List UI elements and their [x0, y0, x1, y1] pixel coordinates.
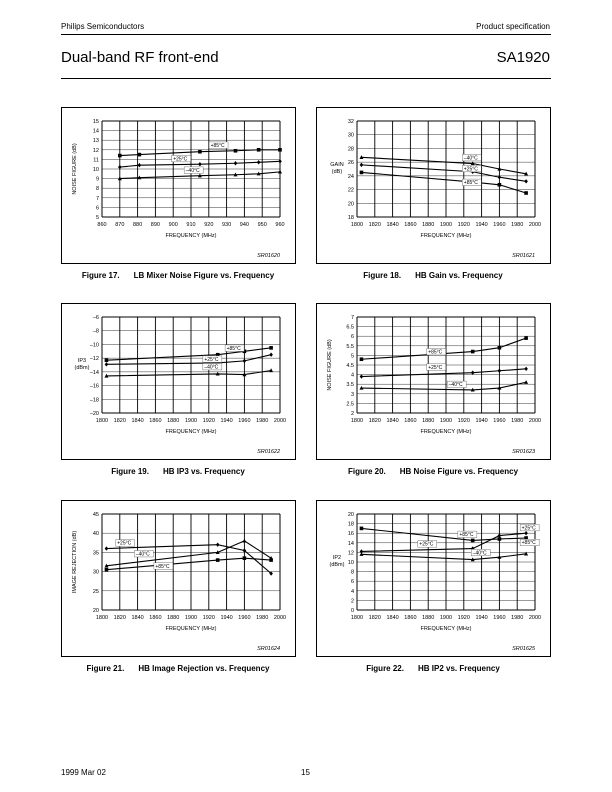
x-tick-label: 860 [97, 222, 107, 228]
figure-code: SR01624 [257, 646, 280, 652]
chart-hb-noise-figure [317, 304, 552, 461]
figure-18-frame [316, 107, 551, 264]
y-tick-label: 4.5 [346, 363, 354, 369]
y-tick-label: 18 [347, 521, 354, 528]
x-tick-label: 1880 [422, 222, 435, 228]
data-point [471, 350, 475, 354]
y-axis-label: IP3 [77, 358, 87, 364]
figure-code: SR01623 [512, 449, 535, 455]
x-axis-label: FREQUENCY (MHz) [420, 626, 472, 632]
y-tick-label: 20 [347, 512, 354, 518]
y-tick-label: 6 [95, 205, 99, 212]
figure-22-frame [316, 500, 551, 657]
data-point [498, 183, 502, 187]
data-point [138, 153, 142, 157]
figure-22-caption [313, 664, 553, 673]
chart-hb-ip3 [62, 304, 297, 461]
series-annotation: –40°C [463, 155, 478, 162]
y-axis-label: NOISE FIGURE (dB) [327, 339, 333, 391]
x-tick-label: 2000 [273, 418, 287, 424]
y-tick-label: 22 [347, 187, 354, 194]
x-tick-label: 1820 [368, 418, 381, 424]
y-tick-label: 45 [92, 512, 99, 518]
x-tick-label: 890 [150, 222, 160, 228]
x-tick-label: 1960 [493, 615, 506, 621]
series-annotation: +85°C [210, 142, 225, 149]
chart-hb-ip2 [317, 501, 552, 658]
x-tick-label: 900 [168, 222, 178, 228]
chart-hb-gain [317, 108, 552, 265]
series-line [361, 533, 526, 551]
data-point [524, 367, 528, 371]
data-point [498, 369, 502, 373]
y-tick-label: 35 [92, 550, 99, 557]
series-line [361, 528, 526, 540]
y-tick-label: 12 [347, 550, 354, 557]
x-tick-label: 1920 [202, 418, 215, 424]
data-point [242, 539, 246, 543]
x-tick-label: 2000 [528, 418, 542, 424]
x-tick-label: 1800 [350, 222, 364, 228]
y-tick-label: 4 [350, 588, 354, 595]
data-point [360, 357, 364, 361]
series-annotation: +25°C [419, 541, 434, 548]
footer-page-number: 15 [301, 768, 310, 777]
x-tick-label: 1920 [457, 418, 470, 424]
figure-22-title: HB IP2 vs. Frequency [417, 664, 500, 673]
y-tick-label: 12 [92, 147, 99, 154]
figure-19-number: Figure 19. [111, 467, 149, 476]
y-tick-label: 2 [350, 411, 354, 417]
y-tick-label: 18 [347, 215, 354, 221]
series-annotation: +85°C [226, 345, 241, 352]
data-point [105, 362, 109, 366]
series-line [106, 345, 271, 360]
x-tick-label: 880 [133, 222, 143, 228]
data-point [360, 527, 364, 531]
x-tick-label: 1940 [475, 222, 488, 228]
x-tick-label: 1960 [238, 615, 251, 621]
series-annotation: +25°C [173, 156, 188, 163]
x-tick-label: 1840 [386, 418, 399, 424]
figure-18-title: HB Gain vs. Frequency [415, 271, 503, 280]
x-tick-label: 1900 [184, 615, 198, 621]
x-axis-label: FREQUENCY (MHz) [420, 233, 472, 239]
series-annotation: +85°C [428, 349, 443, 356]
footer-date: 1999 Mar 02 [61, 768, 106, 777]
header-rule-bottom [61, 78, 551, 79]
y-axis-label: NOISE FIGURE (dB) [72, 143, 78, 195]
y-tick-label: 7 [95, 195, 99, 202]
x-tick-label: 950 [257, 222, 267, 228]
series-annotation: +85°C [463, 180, 478, 187]
x-axis-label: FREQUENCY (MHz) [165, 429, 217, 435]
y-tick-label: –18 [89, 397, 99, 404]
series-line [106, 558, 271, 570]
y-tick-label: 6 [350, 579, 354, 586]
series-annotation: +85°C [521, 540, 536, 547]
data-point [198, 162, 202, 166]
series-line [106, 370, 271, 375]
y-tick-label: 2 [350, 598, 354, 605]
data-point [269, 353, 273, 357]
series-line [361, 165, 526, 181]
x-tick-label: 1840 [386, 222, 399, 228]
figure-19-title: HB IP3 vs. Frequency [162, 467, 245, 476]
x-tick-label: 1920 [457, 222, 470, 228]
figure-code: SR01620 [257, 253, 280, 259]
y-tick-label: –16 [89, 383, 99, 390]
data-point [524, 336, 528, 340]
page-title: Dual-band RF front-end [61, 49, 219, 66]
y-tick-label: –20 [89, 411, 99, 417]
x-tick-label: 930 [222, 222, 232, 228]
data-point [278, 148, 282, 152]
y-tick-label: 9 [95, 176, 99, 183]
x-tick-label: 1900 [439, 418, 453, 424]
data-point [360, 163, 364, 167]
y-axis-label: GAIN [330, 162, 344, 168]
y-tick-label: 30 [92, 569, 99, 576]
x-tick-label: 1820 [368, 222, 381, 228]
header-rule-top [61, 34, 551, 35]
figure-code: SR01622 [257, 449, 280, 455]
data-point [524, 531, 528, 535]
x-tick-label: 2000 [528, 615, 542, 621]
data-point [471, 539, 475, 543]
x-tick-label: 1880 [422, 418, 435, 424]
y-tick-label: 20 [347, 201, 354, 208]
x-tick-label: 920 [204, 222, 214, 228]
series-line [361, 382, 526, 390]
data-point [234, 149, 238, 153]
data-point [498, 533, 502, 537]
x-tick-label: 1860 [149, 418, 162, 424]
figure-20-number: Figure 20. [347, 467, 386, 476]
y-tick-label: 10 [92, 167, 99, 173]
part-number: SA1920 [496, 49, 550, 66]
series-annotation: +25°C [428, 364, 443, 371]
y-tick-label: –6 [92, 315, 99, 321]
figure-18-caption [313, 271, 553, 280]
series-annotation: –40°C [185, 167, 200, 174]
figure-code: SR01625 [512, 646, 535, 652]
data-point [118, 165, 122, 169]
x-tick-label: 910 [186, 222, 196, 228]
x-tick-label: 1980 [511, 418, 524, 424]
y-tick-label: 20 [92, 608, 99, 614]
x-tick-label: 1860 [149, 615, 162, 621]
data-point [269, 346, 273, 350]
series-annotation: +25°C [521, 525, 536, 532]
y-tick-label: 3.5 [346, 382, 354, 389]
y-tick-label: 26 [347, 160, 354, 167]
series-line [361, 172, 526, 193]
figure-19-frame [61, 303, 296, 460]
y-tick-label: –12 [89, 356, 99, 363]
figure-code: SR01621 [512, 253, 535, 259]
series-line [361, 554, 526, 560]
x-tick-label: 1940 [220, 615, 233, 621]
figure-17-title: LB Mixer Noise Figure vs. Frequency [133, 271, 275, 280]
x-axis-label: FREQUENCY (MHz) [420, 429, 472, 435]
x-tick-label: 1860 [404, 418, 417, 424]
data-point [524, 380, 528, 384]
data-point [234, 161, 238, 165]
x-tick-label: 1880 [167, 418, 180, 424]
figure-19-caption [58, 467, 298, 476]
data-point [216, 558, 220, 562]
x-tick-label: 1820 [113, 418, 126, 424]
x-tick-label: 1980 [256, 418, 269, 424]
figure-20-frame [316, 303, 551, 460]
data-point [524, 191, 528, 195]
figure-22-number: Figure 22. [366, 664, 404, 673]
figure-21-frame [61, 500, 296, 657]
figure-17-number: Figure 17. [81, 271, 120, 280]
x-tick-label: 870 [115, 222, 125, 228]
x-axis-label: FREQUENCY (MHz) [165, 233, 217, 239]
figure-17-caption [58, 271, 298, 280]
y-tick-label: 11 [93, 157, 99, 164]
y-axis-label: IP2 [332, 555, 342, 561]
y-tick-label: 8 [95, 186, 99, 193]
data-point [243, 359, 247, 363]
series-annotation: +25°C [117, 540, 132, 547]
x-tick-label: 940 [239, 222, 249, 228]
y-axis-label: (dBm) [74, 365, 90, 371]
y-tick-label: –10 [89, 342, 99, 349]
y-tick-label: 6.5 [346, 324, 354, 331]
series-annotation: +85°C [155, 563, 170, 570]
y-tick-label: 10 [347, 560, 354, 566]
y-tick-label: 25 [92, 588, 99, 595]
data-point [360, 171, 364, 175]
figure-20-caption [313, 467, 553, 476]
x-tick-label: 1820 [113, 615, 126, 621]
y-tick-label: 5.5 [346, 343, 354, 350]
data-point [105, 358, 109, 362]
y-tick-label: –8 [92, 328, 99, 335]
x-tick-label: 1920 [202, 615, 215, 621]
x-tick-label: 1940 [475, 615, 488, 621]
x-tick-label: 1800 [350, 418, 364, 424]
y-tick-label: 8 [350, 569, 354, 576]
x-tick-label: 1880 [422, 615, 435, 621]
data-point [471, 370, 475, 374]
y-tick-label: 30 [347, 132, 354, 139]
series-annotation: +85°C [459, 532, 474, 539]
figure-18-number: Figure 18. [363, 271, 402, 280]
data-point [105, 546, 109, 550]
figure-21-title: HB Image Rejection vs. Frequency [138, 664, 270, 673]
x-tick-label: 1900 [439, 615, 453, 621]
x-tick-label: 1940 [475, 418, 488, 424]
y-tick-label: 28 [347, 146, 354, 153]
x-axis-label: FREQUENCY (MHz) [165, 626, 217, 632]
x-tick-label: 1840 [131, 418, 144, 424]
series-annotation: –40°C [448, 382, 463, 389]
series-line [361, 157, 526, 173]
x-tick-label: 1940 [220, 418, 233, 424]
series-annotation: –40°C [204, 364, 219, 371]
series-annotation: –40°C [135, 551, 150, 558]
y-tick-label: 14 [347, 540, 354, 547]
y-axis-label: (dBm) [329, 562, 345, 568]
x-tick-label: 1960 [238, 418, 251, 424]
figure-21-number: Figure 21. [86, 664, 125, 673]
x-tick-label: 1900 [439, 222, 453, 228]
y-tick-label: 6 [350, 334, 354, 341]
y-tick-label: 16 [347, 531, 354, 538]
y-tick-label: 32 [347, 119, 354, 125]
data-point [278, 159, 282, 163]
figure-17-frame [61, 107, 296, 264]
y-tick-label: 7 [350, 315, 354, 321]
x-tick-label: 960 [275, 222, 285, 228]
x-tick-label: 1800 [95, 418, 109, 424]
x-tick-label: 1920 [457, 615, 470, 621]
chart-lb-mixer-noise-figure [62, 108, 297, 265]
x-tick-label: 1900 [184, 418, 198, 424]
header-company: Philips Semiconductors [61, 22, 145, 31]
y-tick-label: 13 [92, 138, 99, 145]
data-point [498, 346, 502, 350]
x-tick-label: 1980 [511, 222, 524, 228]
x-tick-label: 2000 [528, 222, 542, 228]
series-line [106, 545, 271, 574]
x-tick-label: 1860 [404, 222, 417, 228]
header-doc-type: Product specification [476, 22, 550, 31]
x-tick-label: 2000 [273, 615, 287, 621]
figure-21-caption [58, 664, 298, 673]
y-tick-label: –14 [89, 369, 99, 376]
data-point [105, 568, 109, 572]
y-axis-label: (dB) [331, 169, 343, 175]
data-point [257, 160, 261, 164]
y-tick-label: 40 [92, 531, 99, 538]
series-annotation: +25°C [204, 356, 219, 363]
x-tick-label: 1840 [386, 615, 399, 621]
data-point [243, 556, 247, 560]
y-axis-label: IMAGE REJECTION (dB) [72, 530, 78, 594]
x-tick-label: 1820 [368, 615, 381, 621]
y-tick-label: 5 [95, 215, 99, 221]
y-tick-label: 14 [92, 128, 99, 135]
x-tick-label: 1960 [493, 222, 506, 228]
chart-hb-image-rejection [62, 501, 297, 658]
x-tick-label: 1840 [131, 615, 144, 621]
data-point [524, 179, 528, 183]
x-tick-label: 1980 [256, 615, 269, 621]
series-annotation: +25°C [463, 166, 478, 173]
x-tick-label: 1800 [350, 615, 364, 621]
y-tick-label: 5 [350, 353, 354, 360]
x-tick-label: 1880 [167, 615, 180, 621]
data-point [216, 543, 220, 547]
data-point [118, 154, 122, 158]
series-annotation: –40°C [472, 550, 487, 557]
data-point [198, 150, 202, 154]
data-point [360, 374, 364, 378]
y-tick-label: 15 [92, 119, 99, 125]
y-tick-label: 4 [350, 372, 354, 379]
data-point [138, 163, 142, 167]
data-point [257, 148, 261, 152]
data-point [269, 558, 273, 562]
x-tick-label: 1980 [511, 615, 524, 621]
y-tick-label: 3 [350, 391, 354, 398]
x-tick-label: 1800 [95, 615, 109, 621]
y-tick-label: 2.5 [346, 401, 354, 408]
x-tick-label: 1960 [493, 418, 506, 424]
y-tick-label: 24 [347, 173, 354, 180]
x-tick-label: 1860 [404, 615, 417, 621]
figure-20-title: HB Noise Figure vs. Frequency [399, 467, 519, 476]
y-tick-label: 0 [350, 608, 354, 614]
